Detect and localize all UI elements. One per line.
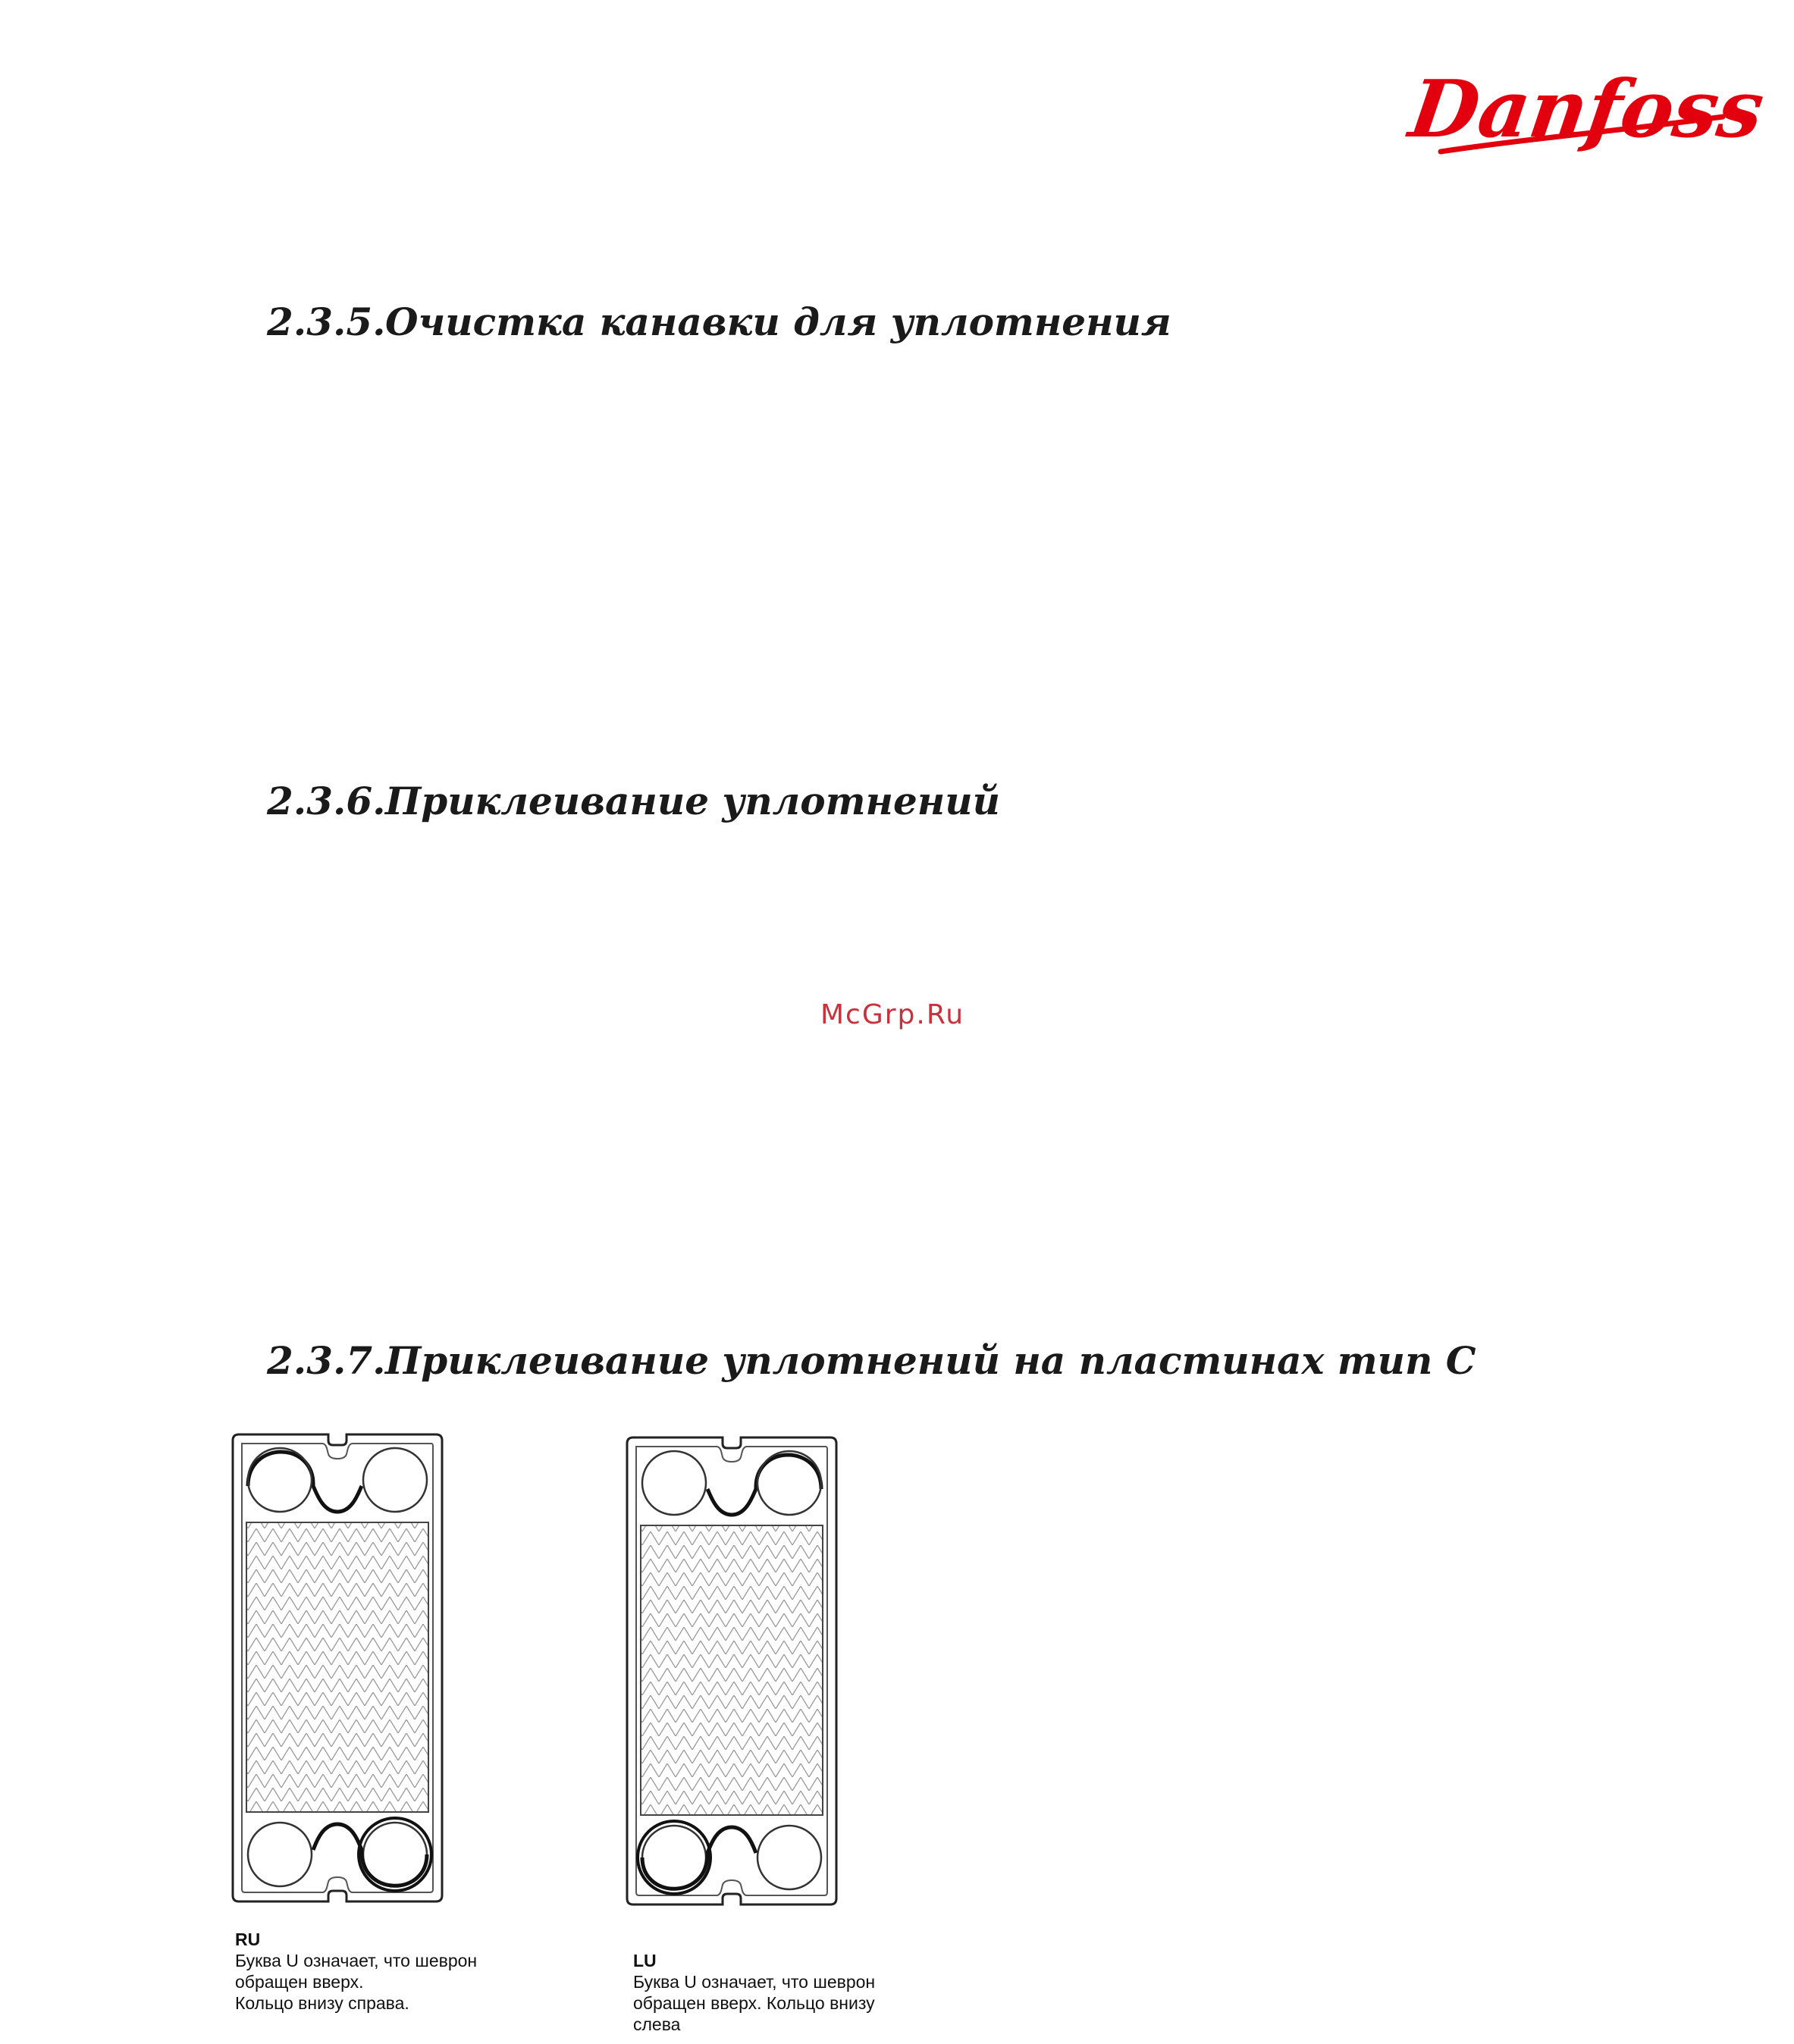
watermark: McGrp.Ru bbox=[820, 999, 965, 1030]
caption-lu bbox=[633, 1950, 952, 2035]
caption-code: LU bbox=[633, 1951, 657, 1970]
chevron-area bbox=[641, 1525, 823, 1815]
plate-lu-diagram bbox=[626, 1436, 838, 1906]
logo-wordmark: Danfoss bbox=[1404, 62, 1770, 155]
caption-line: обращен вверх. Кольцо внизу bbox=[633, 1993, 875, 2013]
caption-line: Кольцо внизу справа. bbox=[235, 1993, 409, 2013]
caption-ru bbox=[235, 1929, 554, 2014]
caption-line: Буква U означает, что шеврон bbox=[235, 1951, 478, 1970]
caption-line: Буква U означает, что шеврон bbox=[633, 1972, 876, 1992]
chevron-area bbox=[246, 1522, 428, 1812]
caption-code: RU bbox=[235, 1930, 261, 1949]
caption-line: слева bbox=[633, 2014, 681, 2034]
section-heading-2-3-7: 2.3.7.Приклеивание уплотнений на пластинах тип С bbox=[267, 1338, 1476, 1383]
danfoss-logo bbox=[1404, 47, 1770, 168]
plate-ru-diagram bbox=[231, 1433, 444, 1903]
section-heading-2-3-5: 2.3.5.Очистка канавки для уплотнения bbox=[267, 299, 1171, 344]
caption-line: обращен вверх. bbox=[235, 1972, 364, 1992]
section-heading-2-3-6: 2.3.6.Приклеивание уплотнений bbox=[267, 779, 1000, 823]
